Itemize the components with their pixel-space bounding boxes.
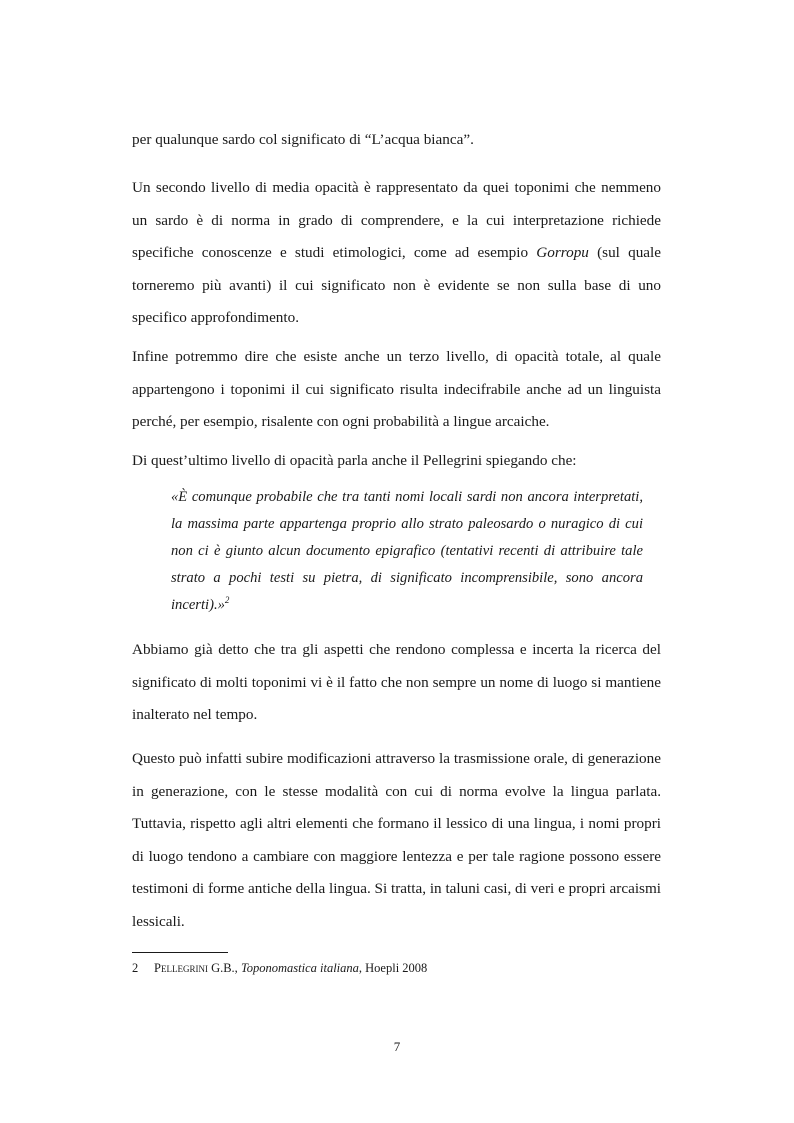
footnote bbox=[132, 959, 661, 977]
paragraph-total-opacity: Infine potremmo dire che esiste anche un terzo livello, di opacità totale, al quale appartengono i toponimi il cui significato risulta indecifrabile anche ad un linguista perché, per esempio, risalente con ogni probabilità a lingue arcaiche. bbox=[132, 348, 661, 430]
paragraph-text: Un secondo livello di media opacità è rappresentato da quei toponimi che nemmeno un sardo è di norma in grado di comprendere, e la cui interpretazione richiede specifiche conoscenze e studi etimologici, come ad esempio bbox=[132, 179, 661, 261]
paragraph-quote-intro: Di quest’ultimo livello di opacità parla anche il Pellegrini spiegando che: bbox=[132, 452, 577, 469]
footnote-separator bbox=[132, 952, 228, 953]
footnote-title: Toponomastica italiana bbox=[240, 961, 359, 975]
paragraph-oral-transmission: Questo può infatti subire modificazioni attraverso la trasmissione orale, di generazione in generazione, con le stesse modalità con cui di norma evolve la lingua parlata. Tuttavia, rispetto agli altri elementi che formano il lessico di una lingua, i nomi propri di luogo tendono a cambiare con maggiore lentezza e per tale ragione possono essere testimoni di forme antiche della lingua. Si tratta, in taluni casi, di veri e propri arcaismi lessicali. bbox=[132, 750, 661, 930]
footnote-number: 2 bbox=[132, 961, 139, 975]
footnote-author: Pellegrini G.B., bbox=[154, 961, 238, 975]
toponym-term: Gorropu bbox=[536, 244, 589, 261]
footnote-publisher: , Hoepli 2008 bbox=[358, 961, 428, 975]
block-quote bbox=[171, 484, 643, 619]
paragraph-continuation: per qualunque sardo col significato di “L’acqua bianca”. bbox=[132, 131, 474, 148]
paragraph-medium-opacity bbox=[132, 172, 661, 335]
footnote-reference: 2 bbox=[224, 595, 230, 606]
paragraph-uncertainty: Abbiamo già detto che tra gli aspetti che rendono complessa e incerta la ricerca del significato di molti toponimi vi è il fatto che non sempre un nome di luogo si mantiene inalterato nel tempo. bbox=[132, 641, 661, 723]
page-number: 7 bbox=[393, 1039, 401, 1054]
quote-text: «È comunque probabile che tra tanti nomi locali sardi non ancora interpretati, la massima parte appartenga proprio allo strato paleosardo o nuragico di cui non ci è giunto alcun documento epigrafico (tentativi recenti di attribuire tale strato a pochi testi su pietra, di significato incomprensibile, sono ancora incerti).» bbox=[171, 489, 643, 613]
paragraph-text: (sul quale torneremo più avanti) il cui significato non è evidente se non sulla base di uno specifico approfondimento. bbox=[132, 244, 661, 326]
